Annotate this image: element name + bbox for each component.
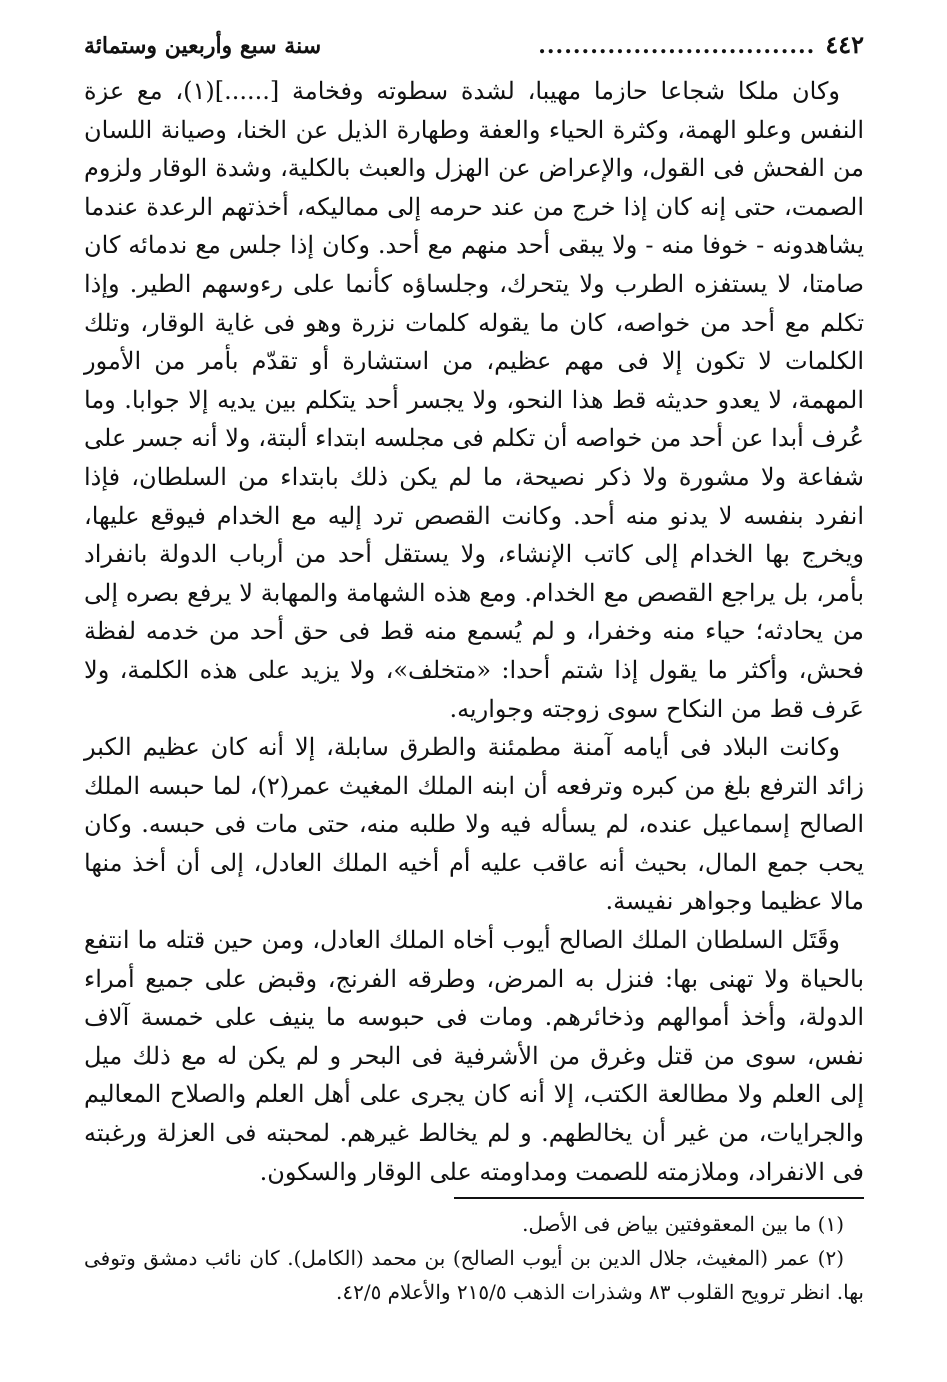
footnote-2: (٢) عمر (المغيث، جلال الدين بن أيوب الصالح) بن محمد (الكامل). كان نائب دمشق وتوفى بها. انظر ترويح القلوب ٨٣ وشذرات الذهب ٢١٥/٥ والأعلام ٤٢/٥. bbox=[84, 1246, 864, 1305]
page-number: ٤٤٢ bbox=[825, 30, 864, 59]
book-page bbox=[84, 30, 864, 1309]
footnote-separator bbox=[454, 1197, 864, 1199]
paragraph-1: وكان ملكا شجاعا حازما مهيبا، لشدة سطوته وفخامة [......](١)، مع عزة النفس وعلو الهمة، وكثرة الحياء والعفة وطهارة الذيل عن الخنا، وصيانة اللسان من الفحش فى القول، والإعراض عن الهزل والعبث بالكلية، وشدة الوقار ولزوم الصمت، حتى إنه كان إذا خرج من عند حرمه إلى مماليكه، أخذتهم الرعدة عندما يشاهدونه - خوفا منه - ولا يبقى أحد منهم مع أحد. وكان إذا جلس مع ندمائه كان صامتا، لا يستفزه الطرب ولا يتحرك، وجلساؤه كأنما على رءوسهم الطير. وإذا تكلم مع أحد من خواصه، كان ما يقوله كلمات نزرة وهو فى غاية الوقار، وتلك الكلمات لا تكون إلا فى مهم عظيم، من استشارة أو تقدّم بأمر من الأمور المهمة، لا يعدو حديثه قط هذا النحو، ولا يجسر أحد يتكلم بين يديه إلا جوابا. وما عُرف أبدا عن أحد من خواصه أن تكلم فى مجلسه ابتداء ألبتة، ولا أنه جسر على شفاعة ولا مشورة ولا ذكر نصيحة، ما لم يكن ذلك بابتداء من السلطان، فإذا انفرد بنفسه لا يدنو منه أحد. وكانت القصص ترد إليه مع الخدام فيوقع عليها، ويخرج بها الخدام إلى كاتب الإنشاء، ولا يستقل أحد من أرباب الدولة بانفراد بأمر، بل يراجع القصص مع الخدام. ومع هذه الشهامة والمهابة لا يرفع بصره إلى من يحادثه؛ حياء منه وخفرا، و لم يُسمع منه قط فى حق أحد من خدمه لفظة فحش، وأكثر ما يقول إذا شتم أحدا: «متخلف»، ولا يزيد على هذه الكلمة، ولا عَرف قط من النكاح سوى زوجته وجواريه. bbox=[84, 77, 865, 723]
header-leader-dots: ................................ bbox=[538, 33, 816, 59]
footnote-1: (١) ما بين المعقوفتين بياض فى الأصل. bbox=[522, 1212, 844, 1237]
page-header bbox=[84, 30, 864, 66]
main-text bbox=[84, 72, 864, 1191]
paragraph-2: وكانت البلاد فى أيامه آمنة مطمئنة والطرق سابلة، إلا أنه كان عظيم الكبر زائد الترفع بلغ من كبره وترفعه أن ابنه الملك المغيث عمر(٢)، لما حبسه الملك الصالح إسماعيل عنده، لم يسأله فيه ولا طلبه منه، حتى مات فى حبسه. وكان يحب جمع المال، بحيث أنه عاقب عليه أم أخيه الملك العادل، إلى أن أخذ منها مالا عظيما وجواهر نفيسة. bbox=[84, 733, 864, 916]
paragraph-3: وقَتَل السلطان الملك الصالح أيوب أخاه الملك العادل، ومن حين قتله ما انتفع بالحياة ولا تهنى بها: فنزل به المرض، وطرقه الفرنج، وقبض على جميع أمراء الدولة، وأخذ أموالهم وذخائرهم. ومات فى حبوسه ما ينيف على خمسة آلاف نفس، سوى من قتل وغرق من الأشرفية فى البحر و لم يكن له مع ذلك ميل إلى العلم ولا مطالعة الكتب، إلا أنه كان يجرى على أهل العلم والصلاح المعاليم والجرايات، من غير أن يخالطهم. و لم يخالط غيرهم. لمحبته فى العزلة ورغبته فى الانفراد، وملازمته للصمت ومداومته على الوقار والسكون. bbox=[84, 926, 864, 1186]
footnotes bbox=[84, 1207, 864, 1309]
running-title: سنة سبع وأربعين وستمائة bbox=[84, 33, 322, 59]
